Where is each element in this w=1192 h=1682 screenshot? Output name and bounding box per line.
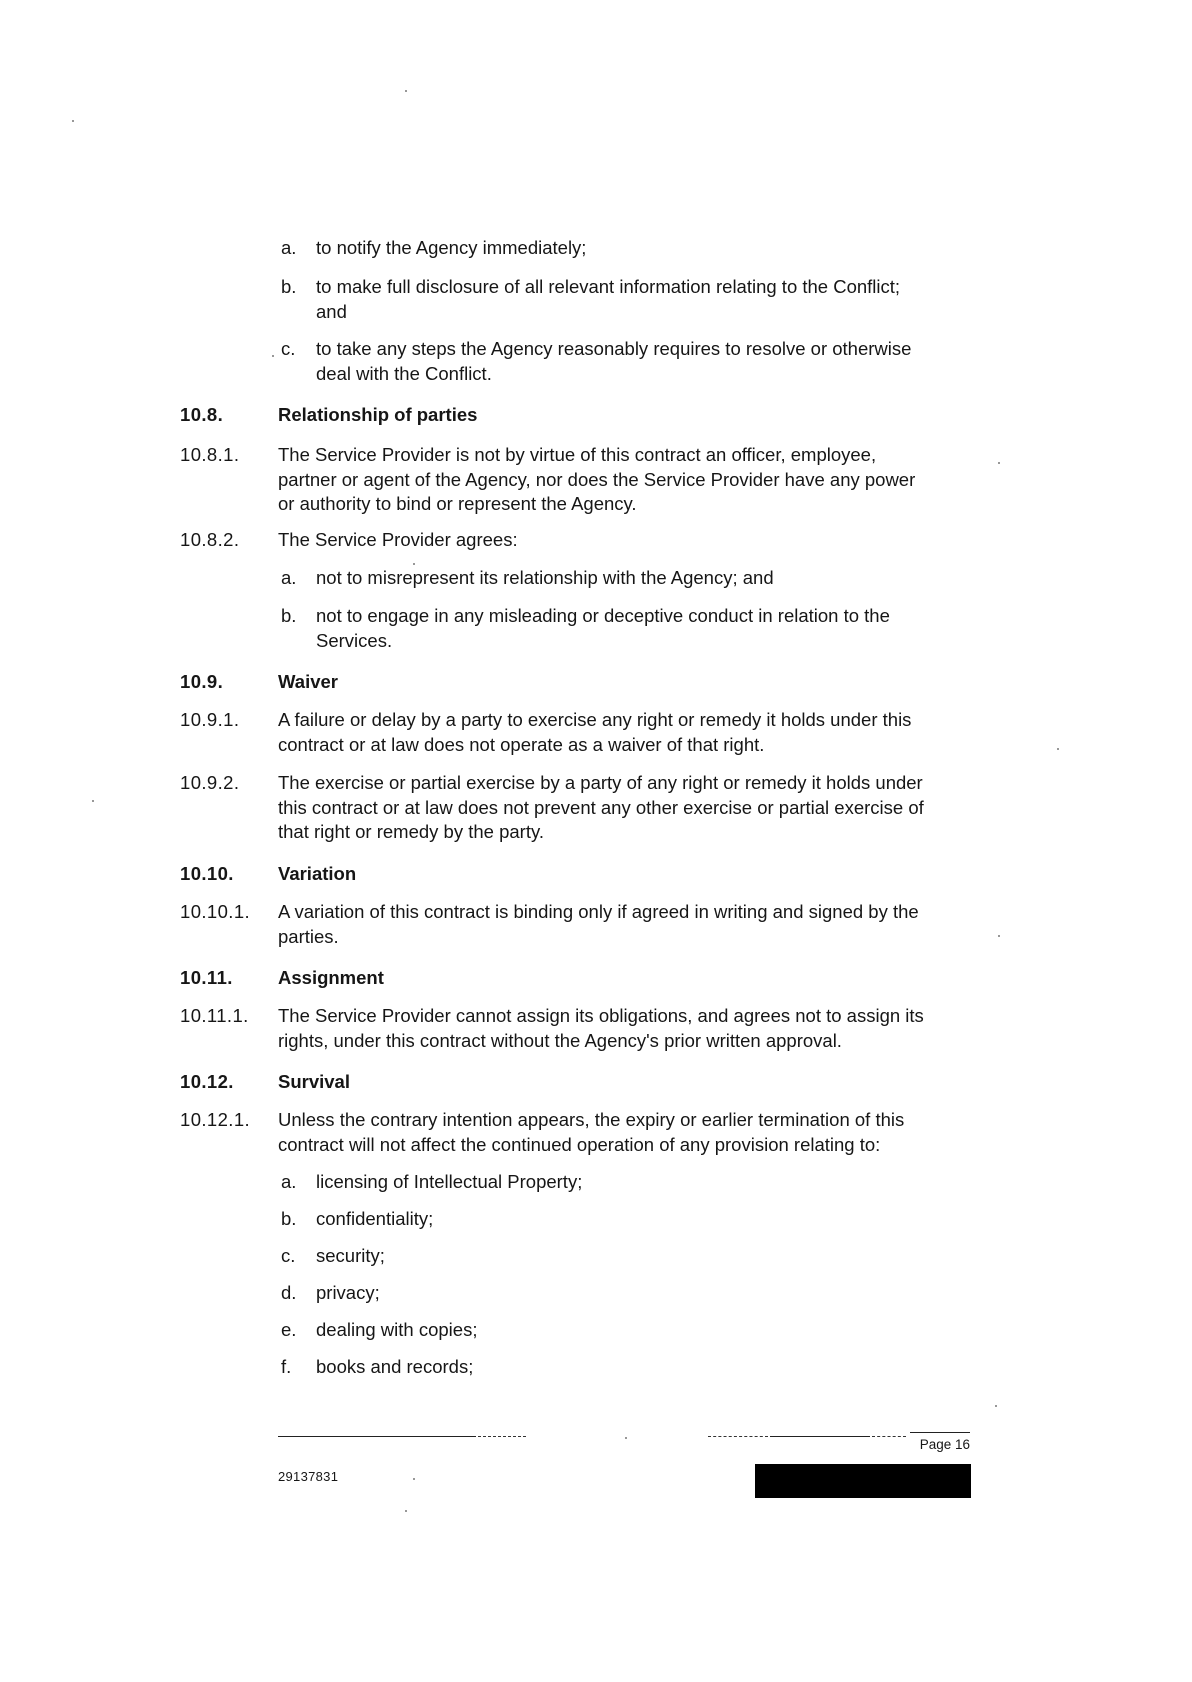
list-marker: b. [281, 605, 297, 626]
list-item [0, 275, 1192, 322]
subclause-number: 10.8.1. [180, 444, 240, 465]
subclause-text: The Service Provider cannot assign its obligations, and agrees not to assign its rights, under this contract without the Agency's prior written approval. [278, 1005, 924, 1051]
clause-title: Relationship of parties [278, 404, 478, 425]
subclause-number: 10.9.2. [180, 772, 240, 793]
list-marker: a. [281, 237, 297, 258]
subclause-number: 10.11.1. [180, 1005, 249, 1026]
subclause-text: A variation of this contract is binding only if agreed in writing and signed by the parties. [278, 901, 919, 947]
list-marker: d. [281, 1282, 297, 1303]
subclause-text: The exercise or partial exercise by a party of any right or remedy it holds under this contract or at law does not prevent any other exercise or partial exercise of that right or remedy by the party. [278, 772, 924, 842]
clause-title: Variation [278, 863, 357, 884]
clause-title: Survival [278, 1071, 350, 1092]
footer-rule-left-dashes [478, 1436, 526, 1437]
list-item-text: not to misrepresent its relationship with the Agency; and [316, 567, 774, 588]
clause-number: 10.11. [180, 967, 233, 988]
list-item [0, 1207, 1192, 1231]
list-marker: a. [281, 567, 297, 588]
list-marker: c. [281, 1245, 296, 1266]
clause-heading [0, 403, 1192, 427]
scan-speck [1057, 748, 1059, 750]
clause-number: 10.8. [180, 404, 224, 425]
list-item-text: to make full disclosure of all relevant information relating to the Conflict; and [316, 276, 901, 322]
subclause-number: 10.10.1. [180, 901, 251, 922]
redaction-box [755, 1464, 971, 1498]
subclause [0, 1004, 1192, 1051]
subclause [0, 528, 1192, 552]
subclause-number: 10.8.2. [180, 529, 240, 550]
clause-title: Waiver [278, 671, 338, 692]
list-item-text: not to engage in any misleading or deceptive conduct in relation to the Services. [316, 605, 890, 651]
list-item-text: books and records; [316, 1356, 474, 1377]
list-item-text: dealing with copies; [316, 1319, 478, 1340]
scan-speck [998, 462, 1000, 464]
list-item [0, 1170, 1192, 1194]
list-item [0, 566, 1192, 590]
list-marker: c. [281, 338, 296, 359]
list-item [0, 604, 1192, 651]
subclause [0, 900, 1192, 947]
scan-speck [405, 90, 407, 92]
list-item [0, 1318, 1192, 1342]
scan-speck [405, 1510, 407, 1512]
footer-rule-page [910, 1432, 970, 1433]
subclause-number: 10.12.1. [180, 1109, 251, 1130]
subclause [0, 1108, 1192, 1155]
list-item-text: licensing of Intellectual Property; [316, 1171, 583, 1192]
clause-heading [0, 670, 1192, 694]
clause-number: 10.10. [180, 863, 234, 884]
scan-speck [413, 1478, 415, 1480]
clause-heading [0, 862, 1192, 886]
list-marker: b. [281, 276, 297, 297]
list-item [0, 337, 1192, 384]
subclause-text: The Service Provider agrees: [278, 529, 518, 550]
scan-speck [995, 1405, 997, 1407]
footer-rule-right-dashes [708, 1436, 768, 1437]
list-marker: f. [281, 1356, 292, 1377]
scan-speck [413, 563, 415, 565]
scan-speck [998, 935, 1000, 937]
subclause [0, 708, 1192, 755]
list-item-text: privacy; [316, 1282, 380, 1303]
list-marker: e. [281, 1319, 297, 1340]
list-item [0, 1281, 1192, 1305]
clause-heading [0, 966, 1192, 990]
list-item [0, 1244, 1192, 1268]
subclause-number: 10.9.1. [180, 709, 240, 730]
subclause-text: A failure or delay by a party to exercise any right or remedy it holds under this contract or at law does not operate as a waiver of that right. [278, 709, 912, 755]
list-marker: b. [281, 1208, 297, 1229]
scan-speck [72, 120, 74, 122]
clause-number: 10.9. [180, 671, 224, 692]
subclause-text: The Service Provider is not by virtue of this contract an officer, employee, partner or agent of the Agency, nor does the Service Provider have any power or authority to bind or represent the Agency. [278, 444, 916, 514]
scan-speck [625, 1437, 627, 1439]
clause-heading [0, 1070, 1192, 1094]
list-item-text: to take any steps the Agency reasonably requires to resolve or otherwise deal with the Conflict. [316, 338, 912, 384]
list-item-text: confidentiality; [316, 1208, 434, 1229]
list-item [0, 236, 1192, 260]
clause-title: Assignment [278, 967, 384, 988]
page-number: Page 16 [919, 1437, 970, 1452]
footer-rule-left [278, 1436, 476, 1437]
list-item-text: security; [316, 1245, 385, 1266]
list-marker: a. [281, 1171, 297, 1192]
scan-speck [272, 355, 274, 357]
subclause-text: Unless the contrary intention appears, the expiry or earlier termination of this contract will not affect the continued operation of any provision relating to: [278, 1109, 905, 1155]
list-item [0, 1355, 1192, 1379]
document-number: 29137831 [278, 1469, 339, 1484]
subclause [0, 443, 1192, 514]
scan-speck [92, 800, 94, 802]
list-item-text: to notify the Agency immediately; [316, 237, 587, 258]
clause-number: 10.12. [180, 1071, 234, 1092]
subclause [0, 771, 1192, 842]
footer-rule-right [770, 1436, 870, 1437]
